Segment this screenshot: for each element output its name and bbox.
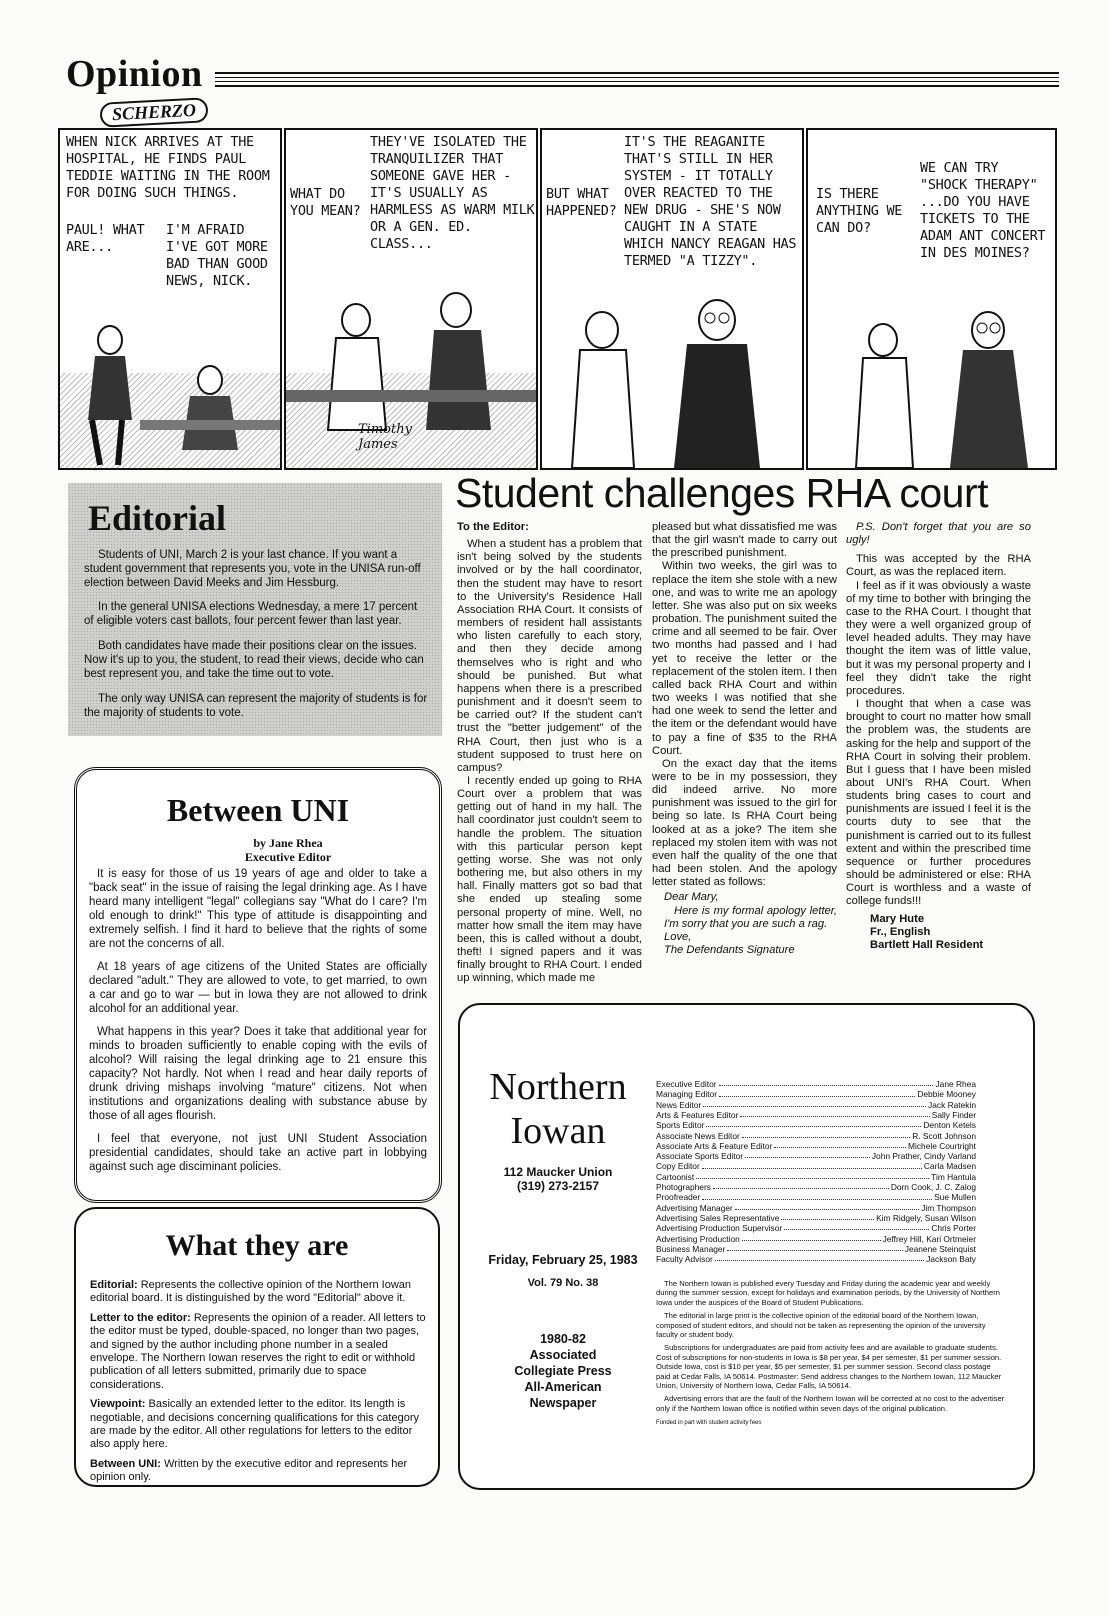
staff-name: Jane Rhea <box>935 1079 976 1089</box>
staff-role: Sports Editor <box>656 1120 705 1131</box>
leader-dots <box>719 1089 915 1096</box>
staff-name: Kim Ridgely, Susan Wilson <box>876 1212 976 1223</box>
comic-figures <box>808 290 1055 468</box>
comic-panel <box>58 128 282 470</box>
notice-paragraph: Advertising errors that are the fault of the Northern Iowan will be corrected at no cost to the advertiser only if the Northern Iowan office is notified within seven days of the original publication. <box>656 1394 1005 1413</box>
staff-role: Associate News Editor <box>656 1130 740 1141</box>
between-paragraph: It is easy for those of us 19 years of age and older to take a "back seat" in the issue of raising the legal drinking age. As I have heard many intelligent "legal" collegians say "What do I care? I'm old enough to drink!" This type of attitude is disappointing and extremely selfish. I find it hard to believe that the rights of some are not the concerns of all. <box>89 868 427 950</box>
definition-term: Editorial: <box>90 1279 138 1291</box>
editorial-paragraph: In the general UNISA elections Wednesday, a mere 17 percent of eligible voters cast ballots, four percent fewer than last year. <box>84 601 418 627</box>
leader-dots <box>742 1131 910 1138</box>
staff-name: Sue Mullen <box>934 1192 976 1203</box>
issue-date: Friday, February 25, 1983 <box>488 1253 638 1267</box>
byline-author: by Jane Rhea <box>253 836 323 850</box>
staff-role: News Editor <box>656 1099 702 1110</box>
staff-role: Managing Editor <box>656 1089 717 1100</box>
masthead-contact <box>478 1165 638 1193</box>
staff-role: Advertising Production <box>656 1233 740 1244</box>
what-they-are-box <box>74 1207 440 1487</box>
staff-role: Associate Arts & Feature Editor <box>656 1140 773 1151</box>
staff-row <box>656 1100 976 1110</box>
panel-caption: WE CAN TRY "SHOCK THERAPY" ...DO YOU HAVE TICKETS TO THE ADAM ANT CONCERT IN DES MOINES? <box>920 160 1046 261</box>
leader-dots <box>742 1234 881 1241</box>
letter-column <box>457 521 642 985</box>
definition-text: Represents the opinion of a reader. All letters to the editor must be typed, double-spaced, no longer than two pages, and signed by the author including phone number in a sealed envelope. The Northern Iowan reserves the right to edit or withhold publication of all letters submitted, primarily due to space considerations. <box>90 1311 426 1391</box>
staff-role: Proofreader <box>656 1192 701 1203</box>
staff-row <box>656 1223 976 1233</box>
staff-name: R. Scott Johnson <box>912 1130 976 1141</box>
between-paragraph: What happens in this year? Does it take that additional year for minds to broaden sufficiently to enable coping with the evils of alcohol? Will raising the legal drinking age to 21 ensure this capacity? Not hardly. Not when I read and hear daily reports of drunk driving mishaps involving "mature" citizens. Not when institutions and organizations dealing with substance abuse by those of all ages flourish. <box>89 1026 427 1122</box>
staff-name: Dorn Cook, J. C. Zalog <box>890 1182 976 1192</box>
staff-role: Advertising Sales Representative <box>656 1212 780 1223</box>
signature-line: Mary Hute <box>870 912 925 925</box>
speech-bubble: IS THERE ANYTHING WE CAN DO? <box>816 186 903 236</box>
leader-dots <box>713 1182 889 1189</box>
staff-row <box>656 1131 976 1141</box>
leader-dots <box>727 1244 902 1251</box>
header-rule <box>215 81 1059 82</box>
staff-name: Jack Ratekin <box>928 1099 976 1110</box>
quote-line: Dear Mary, <box>664 891 719 904</box>
letter-paragraph: On the exact day that the items were to be in my possession, they did indeed arrive. No more punishment was issued to the girl for being so late. Is RHA Court being looked at as a joke? The item she replaced my stolen item with was not even half the quality of the one that had been stolen. And the apology letter stated as follows: <box>652 757 837 889</box>
comic-title: SCHERZO <box>99 97 208 128</box>
staff-row <box>656 1079 976 1089</box>
definition-text: Basically an extended letter to the editor. Its length is negotiable, and decisions concerning qualifications for this category are made by the editor. All other regulations for letters to the editor also apply here. <box>90 1398 419 1451</box>
staff-row <box>656 1244 976 1254</box>
leader-dots <box>696 1172 929 1179</box>
editorial-paragraph: The only way UNISA can represent the majority of students is for the majority of students to vote. <box>84 693 428 719</box>
masthead-box <box>458 1003 1035 1490</box>
between-uni-box <box>74 767 442 1203</box>
staff-name: Chris Porter <box>931 1223 976 1234</box>
letter-signature <box>846 913 1031 952</box>
comic-panel <box>284 128 538 470</box>
staff-row <box>656 1182 976 1192</box>
leader-dots <box>735 1203 919 1210</box>
award-line: All-American <box>524 1380 602 1394</box>
leader-dots <box>703 1100 926 1107</box>
letter-salutation: To the Editor: <box>457 521 529 533</box>
speech-bubble: I'M AFRAID I'VE GOT MORE BAD THAN GOOD NEWS, NICK. <box>166 222 268 289</box>
staff-name: Michele Courtright <box>908 1140 976 1151</box>
letter-paragraph: This was accepted by the RHA Court, as was the replaced item. <box>846 553 1031 579</box>
panel-caption: WHEN NICK ARRIVES AT THE HOSPITAL, HE FINDS PAUL TEDDIE WAITING IN THE ROOM FOR DOING SUCH THINGS. <box>66 134 270 201</box>
staff-row <box>656 1151 976 1161</box>
comic-panel <box>806 128 1057 470</box>
staff-name: Jim Thompson <box>921 1202 976 1213</box>
letter-paragraph: Within two weeks, the girl was to replace the item she stole with a new one, and was to write me an apology letter. She was also put on six weeks probation. The punishment suited the crime and all seemed to be fair. Over two months had passed and I had yet to receive the letter or the replacement of the stolen item. I then called back RHA Court and within two weeks I was notified that she had one week to send the letter and the item or the defendant would have to pay a fine of $35 to the RHA Court. <box>652 560 837 757</box>
staff-row <box>656 1213 976 1223</box>
letter-headline: Student challenges RHA court <box>455 470 988 516</box>
comic-panel <box>540 128 804 470</box>
letter-paragraph: P.S. Don't forget that you are so ugly! <box>846 521 1031 547</box>
definition-term: Between UNI: <box>90 1457 161 1470</box>
staff-name: Debbie Mooney <box>917 1089 976 1100</box>
staff-row <box>656 1110 976 1120</box>
notice-paragraph: The editorial in large print is the collective opinion of the editorial board of the Northern Iowan, composed of student editors, and should not be taken as representing the opinion of the university faculty or student body. <box>656 1311 986 1340</box>
definition-term: Viewpoint: <box>90 1398 146 1411</box>
signature-line: Bartlett Hall Resident <box>870 938 984 951</box>
artist-signature: Timothy James <box>358 422 412 452</box>
speech-bubble: PAUL! WHAT ARE... <box>66 222 145 255</box>
masthead-name <box>478 1065 638 1153</box>
between-paragraph: I feel that everyone, not just UNI Student Association presidential candidates, should take an active part in lobbying against such age disciminant policies. <box>89 1133 427 1173</box>
leader-dots <box>745 1151 870 1158</box>
staff-name: Jackson Baty <box>926 1254 976 1265</box>
staff-role: Business Manager <box>656 1243 726 1254</box>
leader-dots <box>702 1192 932 1199</box>
masthead-name-line: Iowan <box>510 1110 606 1152</box>
between-paragraph: At 18 years of age citizens of the United States are officially declared "adult." They are allowed to vote, to get married, to own a car and go to war — but in Iowa they are not allowed to drink alcohol for an additional year. <box>89 961 427 1015</box>
staff-role: Advertising Production Supervisor <box>656 1223 783 1234</box>
leader-dots <box>774 1141 906 1148</box>
section-title: Opinion <box>66 53 203 95</box>
publication-notice <box>656 1279 1006 1433</box>
byline <box>77 836 439 864</box>
between-uni-title: Between UNI <box>166 792 350 828</box>
editorial-paragraph: Both candidates have made their positions clear on the issues. Now it's up to you, the student, to read their views, decide who can best represent you, and take the time out to vote. <box>84 640 424 680</box>
staff-name: Sally Finder <box>931 1109 976 1120</box>
editorial-paragraph: Students of UNI, March 2 is your last chance. If you want a student government that represents you, vote in the UNISA run-off election between David Meeks and Jim Hessburg. <box>84 549 421 589</box>
staff-name: John Prather, Cindy Varland <box>871 1151 976 1162</box>
leader-dots <box>715 1254 924 1261</box>
award-line: Newspaper <box>529 1396 597 1410</box>
what-they-are-body <box>90 1279 426 1491</box>
staff-role: Executive Editor <box>656 1079 717 1089</box>
staff-name: Jeffrey Hill, Kari Ortmeier <box>882 1233 976 1244</box>
quote-line: Love, <box>664 930 692 943</box>
header-rule <box>215 72 1059 74</box>
staff-name: Tim Hantula <box>931 1171 976 1182</box>
letter-column <box>846 521 1031 952</box>
byline-role: Executive Editor <box>244 850 332 864</box>
staff-row <box>656 1234 976 1244</box>
staff-name: Denton Ketels <box>923 1120 976 1131</box>
staff-row <box>656 1161 976 1171</box>
leader-dots <box>719 1079 934 1086</box>
letter-quote <box>652 891 837 957</box>
header-rule <box>215 77 1059 78</box>
staff-role: Faculty Advisor <box>656 1254 713 1265</box>
between-uni-body <box>89 867 427 1183</box>
award-line: Collegiate Press <box>514 1364 612 1378</box>
staff-role: Associate Sports Editor <box>656 1151 744 1162</box>
definition-item <box>90 1279 426 1306</box>
award-line: 1980-82 <box>540 1332 586 1346</box>
editorial-title: Editorial <box>88 498 227 538</box>
masthead-phone: (319) 273-2157 <box>516 1179 600 1193</box>
staff-row <box>656 1089 976 1099</box>
staff-role: Photographers <box>656 1182 711 1192</box>
award-line: Associated <box>529 1348 597 1362</box>
leader-dots <box>781 1213 874 1220</box>
leader-dots <box>706 1120 921 1127</box>
quote-line: The Defendants Signature <box>664 944 795 956</box>
letter-column <box>652 521 837 957</box>
letter-paragraph: I feel as if it was obviously a waste of my time to bother with bringing the case to the RHA Court. I thought that they were a well organized group of level headed adults. They may have thought the item was of little value, but it was my personal property and I feel they didn't take the right procedures. <box>846 579 1031 697</box>
comic-figures <box>60 310 280 468</box>
definition-text: Represents the collective opinion of the Northern Iowan editorial board. It is distinguished by the word "Editorial" above it. <box>90 1279 412 1305</box>
staff-name: Carla Madsen <box>923 1161 976 1172</box>
quote-line: Here is my formal apology letter, I'm sorry that you are such a rag. <box>664 904 837 930</box>
definition-text: Written by the executive editor and represents her opinion only. <box>90 1457 408 1484</box>
masthead-address: 112 Maucker Union <box>503 1165 613 1179</box>
leader-dots <box>740 1110 929 1117</box>
speech-bubble: WHAT DO YOU MEAN? <box>290 186 361 219</box>
letter-paragraph: I thought that when a case was brought to court no matter how small the problem was, the students are asking for the help and support of the RHA Court in solving their problem. But I guess that I have been misled about UNI's RHA Court. When students bring cases to court and punishments are issued I feel it is the courts duty to see that the punishment is carried out to its fullest extent and within the prescribed time sequence or further procedures should be administered or else: RHA Court is worthless and a waste of college funds!!! <box>846 698 1031 908</box>
staff-row <box>656 1192 976 1202</box>
staff-role: Copy Editor <box>656 1161 700 1172</box>
staff-row <box>656 1254 976 1264</box>
editorial-box <box>68 483 442 736</box>
staff-name: Jeanene Steinquist <box>904 1243 976 1254</box>
definition-item <box>90 1458 426 1485</box>
notice-paragraph: The Northern Iowan is published every Tuesday and Friday during the academic year and weekly during the summer session, except for holidays and examination periods, by the University of Northern Iowa under the auspices of the Board of Student Publications. <box>656 1279 1000 1307</box>
staff-role: Advertising Manager <box>656 1202 733 1213</box>
staff-role: Cartoonist <box>656 1171 695 1182</box>
award-block <box>478 1331 648 1411</box>
panel-caption: IT'S THE REAGANITE THAT'S STILL IN HER SYSTEM - IT TOTALLY OVER REACTED TO THE NEW DRUG - SHE'S NOW CAUGHT IN A STATE WHICH NANCY REAGAN HAS TERMED "A TIZZY". <box>624 134 797 269</box>
letter-paragraph: I recently ended up going to RHA Court over a problem that was getting out of hand in my hall. The hall coordinator just couldn't seem to handle the problem. The situation with this particular person kept getting worse. She was not only bothering me, but also others in my hall. Finally matters got so bad that she ended up stealing some personal property of mine. Well, no matter how small the item may have been, this is called without a doubt, theft! I signed papers and it was finally brought to RHA Court. I ended up winning, which made me <box>457 774 642 985</box>
staff-row <box>656 1141 976 1151</box>
leader-dots <box>702 1161 922 1168</box>
signature-line: Fr., English <box>870 925 931 938</box>
staff-row <box>656 1120 976 1130</box>
definition-item <box>90 1312 426 1392</box>
staff-row <box>656 1172 976 1182</box>
letter-paragraph: When a student has a problem that isn't being solved by the students involved or by the hall coordinator, then the student may have to resort to the University's Residence Hall Association RHA Court. It consists of members of resident hall assistants who listen carefully to each story, and then they decide among themselves who is right and who should be punished. But what happens when there is a prescribed punishment and it doesn't seem to be carried out? If the student can't trust the "better judgement" of the RHA Court, then just who is a student supposed to trust here on campus? <box>457 538 642 774</box>
leader-dots <box>784 1223 929 1230</box>
what-they-are-title: What they are <box>165 1229 349 1262</box>
staff-role: Arts & Features Editor <box>656 1109 739 1120</box>
issue-volume: Vol. 79 No. 38 <box>527 1277 599 1289</box>
header-rule <box>215 85 1059 87</box>
staff-row <box>656 1203 976 1213</box>
masthead-name-line: Northern <box>489 1066 627 1108</box>
funded-note: Funded in part with student activity fees <box>656 1420 762 1427</box>
definition-item <box>90 1398 426 1452</box>
notice-paragraph: Subscriptions for undergraduates are paid from activity fees and are available to graduate students. Cost of subscriptions for non-students in Iowa is $8 per year, $4 per semester, $1 per summer session. Outside Iowa, cost is $10 per year, $5 per semester, $1 per summer session. Second class postage paid at Cedar Falls, IA 50614. Postmaster: Send address changes to the Northern Iowan, 112 Maucker Union, University of Northern Iowa, Cedar Falls, IA 50614. <box>656 1343 1002 1391</box>
panel-caption: THEY'VE ISOLATED THE TRANQUILIZER THAT SOMEONE GAVE HER - IT'S USUALLY AS HARMLESS AS WARM MILK OR A GEN. ED. CLASS... <box>370 134 535 252</box>
letter-paragraph: pleased but what dissatisfied me was that the girl wasn't made to carry out the prescribed punishment. <box>652 521 837 560</box>
comic-figures <box>542 280 802 468</box>
definition-term: Letter to the editor: <box>90 1311 191 1324</box>
speech-bubble: BUT WHAT HAPPENED? <box>546 186 617 219</box>
comic-strip <box>58 100 1055 475</box>
